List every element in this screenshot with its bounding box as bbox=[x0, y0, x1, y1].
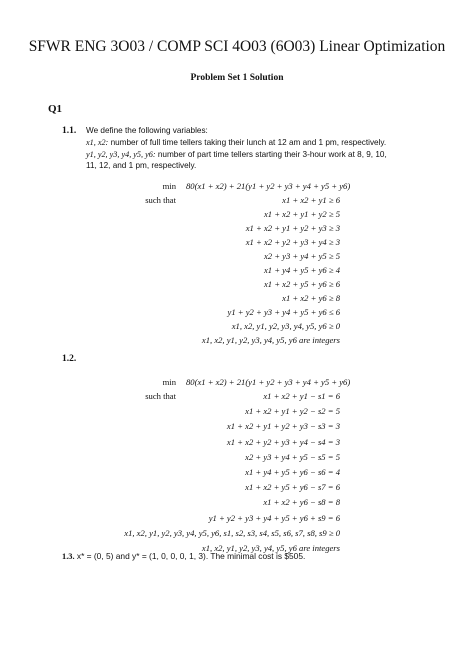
variable-y-description-cont: 11, 12, and 1 pm, respectively. bbox=[86, 161, 197, 170]
constraint-row: x1 + x2 + y1 + y2 + y3 − s3 = 3 bbox=[226, 421, 340, 432]
variable-x-symbols: x1, x2: bbox=[86, 138, 109, 147]
constraint-row: x1 + y4 + y5 + y6 ≥ 4 bbox=[263, 265, 340, 275]
constraint-row: x2 + y3 + y4 + y5 ≥ 5 bbox=[263, 251, 340, 261]
variable-y-description: number of part time tellers starting their 3-hour work at 8, 9, 10, bbox=[157, 150, 387, 159]
such-that-label-1: such that bbox=[145, 195, 176, 205]
constraint-row: x1 + x2 + y1 + y2 ≥ 5 bbox=[263, 209, 340, 219]
objective-2: 80(x1 + x2) + 21(y1 + y2 + y3 + y4 + y5 + y6) bbox=[186, 377, 351, 387]
constraint-row: x1 + x2 + y6 − s8 = 8 bbox=[263, 497, 340, 508]
constraint-row: x1, x2, y1, y2, y3, y4, y5, y6 ≥ 0 bbox=[231, 321, 340, 331]
answer-text: x* = (0, 5) and y* = (1, 0, 0, 0, 1, 3). The minimal cost is $505. bbox=[76, 551, 306, 561]
constraint-row: y1 + y2 + y3 + y4 + y5 + y6 ≤ 6 bbox=[227, 307, 340, 317]
page-title: SFWR ENG 3O03 / COMP SCI 4O03 (6O03) Linear Optimization bbox=[28, 38, 446, 55]
constraint-row: x1 + x2 + y1 + y2 − s2 = 5 bbox=[245, 406, 340, 417]
min-label-1: min bbox=[162, 181, 176, 191]
section-1-1-intro: We define the following variables: bbox=[86, 126, 208, 135]
constraint-row: x1 + x2 + y2 + y3 + y4 − s4 = 3 bbox=[226, 436, 340, 447]
variable-def-x bbox=[86, 137, 456, 148]
constraint-row: x1, x2, y1, y2, y3, y4, y5, y6, s1, s2, s3, s4, s5, s6, s7, s8, s9 ≥ 0 bbox=[124, 527, 340, 538]
constraint-row: x1, x2, y1, y2, y3, y4, y5, y6 are integers bbox=[201, 335, 340, 345]
min-label-2: min bbox=[162, 377, 176, 387]
constraint-row: x1 + x2 + y2 + y3 + y4 ≥ 3 bbox=[245, 237, 340, 247]
constraint-row: x1 + x2 + y1 + y2 + y3 ≥ 3 bbox=[245, 223, 340, 233]
constraint-row: x1 + x2 + y1 − s1 = 6 bbox=[263, 391, 340, 401]
section-1-2-number: 1.2. bbox=[62, 354, 77, 364]
variable-x-description: number of full time tellers taking their lunch at 12 am and 1 pm, respectively. bbox=[110, 138, 387, 147]
constraint-row: x1, x2, y1, y2, y3, y4, y5, y6 are integers bbox=[201, 543, 340, 553]
question-heading: Q1 bbox=[48, 103, 63, 115]
constraint-row: x1 + y4 + y5 + y6 − s6 = 4 bbox=[245, 467, 340, 477]
constraint-row: x1 + x2 + y5 + y6 ≥ 6 bbox=[263, 279, 340, 289]
constraint-row: x1 + x2 + y6 ≥ 8 bbox=[282, 293, 340, 303]
objective-1: 80(x1 + x2) + 21(y1 + y2 + y3 + y4 + y5 + y6) bbox=[186, 181, 351, 191]
section-1-1-number: 1.1. bbox=[62, 126, 77, 136]
such-that-label-2: such that bbox=[145, 391, 176, 401]
constraint-row: x2 + y3 + y4 + y5 − s5 = 5 bbox=[245, 451, 340, 462]
variable-y-symbols: y1, y2, y3, y4, y5, y6: bbox=[86, 150, 156, 159]
page-subtitle: Problem Set 1 Solution bbox=[190, 73, 284, 83]
constraint-row: x1 + x2 + y5 + y6 − s7 = 6 bbox=[245, 482, 340, 493]
variable-def-y bbox=[86, 149, 456, 160]
section-1-3-number: 1.3. bbox=[62, 552, 75, 561]
constraint-row: y1 + y2 + y3 + y4 + y5 + y6 + s9 = 6 bbox=[208, 512, 340, 523]
constraint-row: x1 + x2 + y1 ≥ 6 bbox=[282, 195, 340, 205]
section-1-3-answer bbox=[62, 551, 305, 561]
